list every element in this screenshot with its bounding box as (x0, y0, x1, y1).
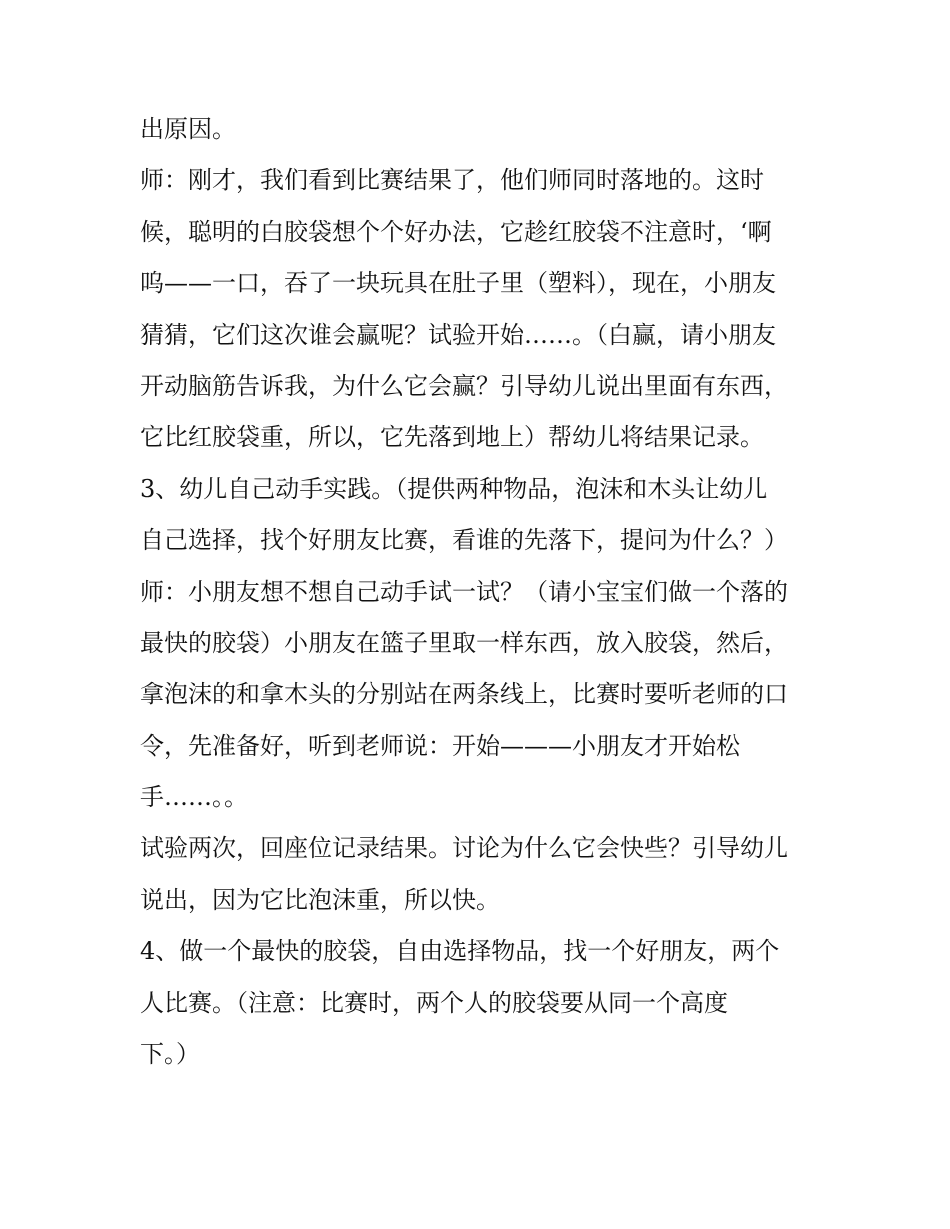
text-line: 出原因。 (140, 115, 236, 143)
text-line: 候，聪明的白胶袋想个个好办法，它趁红胶袋不注意时，‘啊 (140, 217, 772, 246)
text-line: 4、做一个最快的胶袋，自由选择物品，找一个好朋友，两个 (140, 937, 780, 966)
text-line: 师：小朋友想不想自己动手试一试？（请小宝宝们做一个落的 (140, 577, 788, 606)
text-line: 下。） (140, 1040, 200, 1069)
text-line: 3、幼儿自己动手实践。（提供两种物品，泡沫和木头让幼儿 (140, 474, 768, 503)
text-line: 开动脑筋告诉我，为什么它会赢？引导幼儿说出里面有东西， (140, 371, 788, 400)
text-line: 令，先准备好，听到老师说：开始———小朋友才开始松 (140, 731, 740, 760)
document-body (140, 104, 820, 1080)
text-line: 呜——一口，吞了一块玩具在肚子里（塑料），现在，小朋友 (140, 269, 776, 298)
text-line: 最快的胶袋）小朋友在篮子里取一样东西，放入胶袋，然后， (140, 628, 788, 657)
text-line: 人比赛。（注意：比赛时，两个人的胶袋要从同一个高度 (140, 988, 728, 1017)
text-line: 自己选择，找个好朋友比赛，看谁的先落下，提问为什么？） (140, 526, 788, 555)
text-line: 拿泡沫的和拿木头的分别站在两条线上，比赛时要听老师的口 (140, 680, 788, 709)
text-line: 它比红胶袋重，所以，它先落到地上）帮幼儿将结果记录。 (140, 423, 764, 452)
text-line: 师：刚才，我们看到比赛结果了，他们师同时落地的。这时 (140, 166, 764, 195)
text-line: 猜猜，它们这次谁会赢呢？试验开始……。（白赢，请小朋友 (140, 320, 776, 349)
text-line: 说出，因为它比泡沫重，所以快。 (140, 885, 500, 914)
text-line: 手……。。 (140, 783, 248, 812)
text-line: 试验两次，回座位记录结果。讨论为什么它会快些？引导幼儿 (140, 834, 788, 863)
